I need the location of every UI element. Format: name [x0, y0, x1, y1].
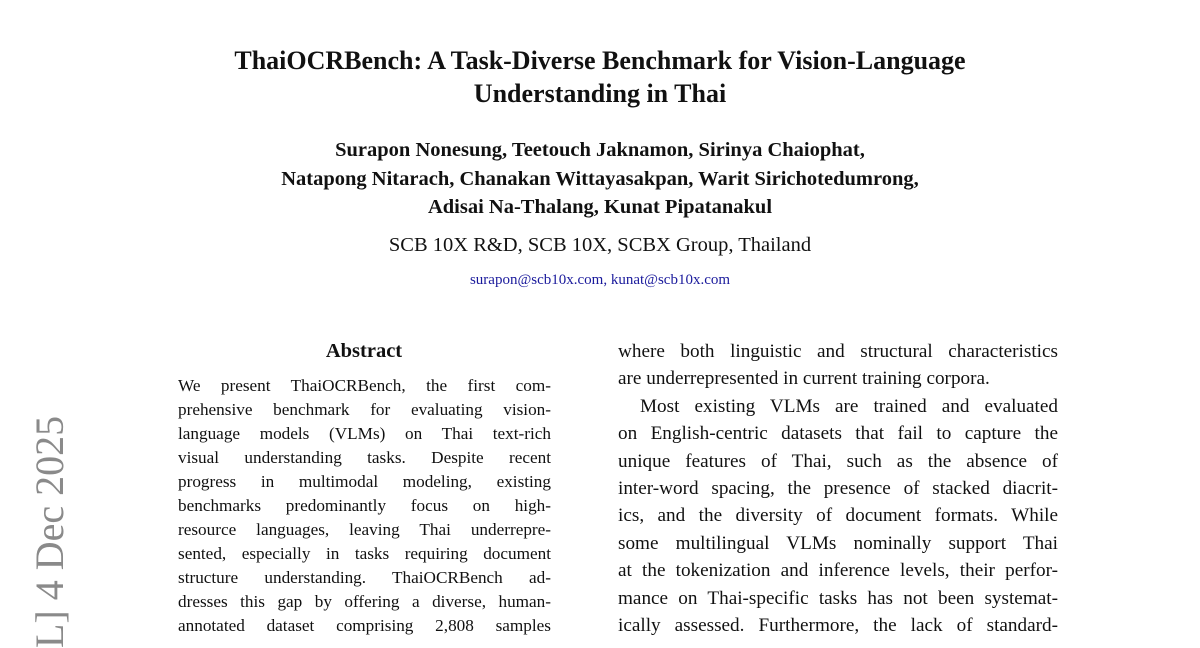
intro-line: unique features of Thai, such as the absence of	[618, 450, 1058, 472]
abstract-line: prehensive benchmark for evaluating vision-	[178, 400, 551, 419]
abstract-line: dresses this gap by offering a diverse, human-	[178, 592, 551, 611]
paper-title	[150, 44, 1050, 110]
abstract-line: benchmarks predominantly focus on high-	[178, 496, 551, 515]
intro-line: mance on Thai-specific tasks has not been systemat-	[618, 587, 1058, 609]
intro-line: inter-word spacing, the presence of stacked diacrit-	[618, 477, 1058, 499]
title-line: Understanding in Thai	[473, 79, 727, 108]
abstract-line: structure understanding. ThaiOCRBench ad-	[178, 568, 551, 587]
intro-line: on English-centric datasets that fail to capture the	[618, 423, 1058, 445]
abstract-line: sented, especially in tasks requiring document	[178, 544, 551, 563]
abstract-line: We present ThaiOCRBench, the first com-	[178, 376, 551, 395]
abstract-heading: Abstract	[325, 340, 403, 362]
abstract-line: resource languages, leaving Thai underrepre-	[178, 520, 551, 539]
intro-line: are underrepresented in current training corpora.	[618, 368, 990, 390]
author-list	[150, 136, 1050, 222]
intro-line: ically assessed. Furthermore, the lack of standard-	[618, 614, 1058, 636]
author-line: Surapon Nonesung, Teetouch Jaknamon, Sirinya Chaiophat,	[335, 139, 865, 161]
abstract-line: visual understanding tasks. Despite recent	[178, 448, 551, 467]
abstract-line: annotated dataset comprising 2,808 samples	[178, 616, 551, 635]
intro-line: at the tokenization and inference levels, their perfor-	[618, 560, 1058, 582]
abstract-line: progress in multimodal modeling, existing	[178, 472, 551, 491]
affiliation: SCB 10X R&D, SCB 10X, SCBX Group, Thailand	[388, 234, 812, 256]
abstract-line: language models (VLMs) on Thai text-rich	[178, 424, 551, 443]
introduction-text	[618, 338, 1058, 639]
intro-line: Most existing VLMs are trained and evaluated	[640, 395, 1058, 417]
author-line: Natapong Nitarach, Chanakan Wittayasakpan, Warit Sirichotedumrong,	[281, 167, 919, 190]
title-line: ThaiOCRBench: A Task-Diverse Benchmark for Vision-Language	[234, 46, 966, 75]
author-emails[interactable]: surapon@scb10x.com, kunat@scb10x.com	[469, 272, 731, 288]
arxiv-stamp: L] 4 Dec 2025	[27, 415, 72, 648]
intro-line: some multilingual VLMs nominally support Thai	[618, 532, 1058, 554]
abstract-body	[178, 374, 551, 638]
author-line: Adisai Na-Thalang, Kunat Pipatanakul	[427, 196, 773, 218]
intro-line: ics, and the diversity of document formats. While	[618, 505, 1058, 527]
intro-line: where both linguistic and structural characteristics	[618, 341, 1058, 362]
